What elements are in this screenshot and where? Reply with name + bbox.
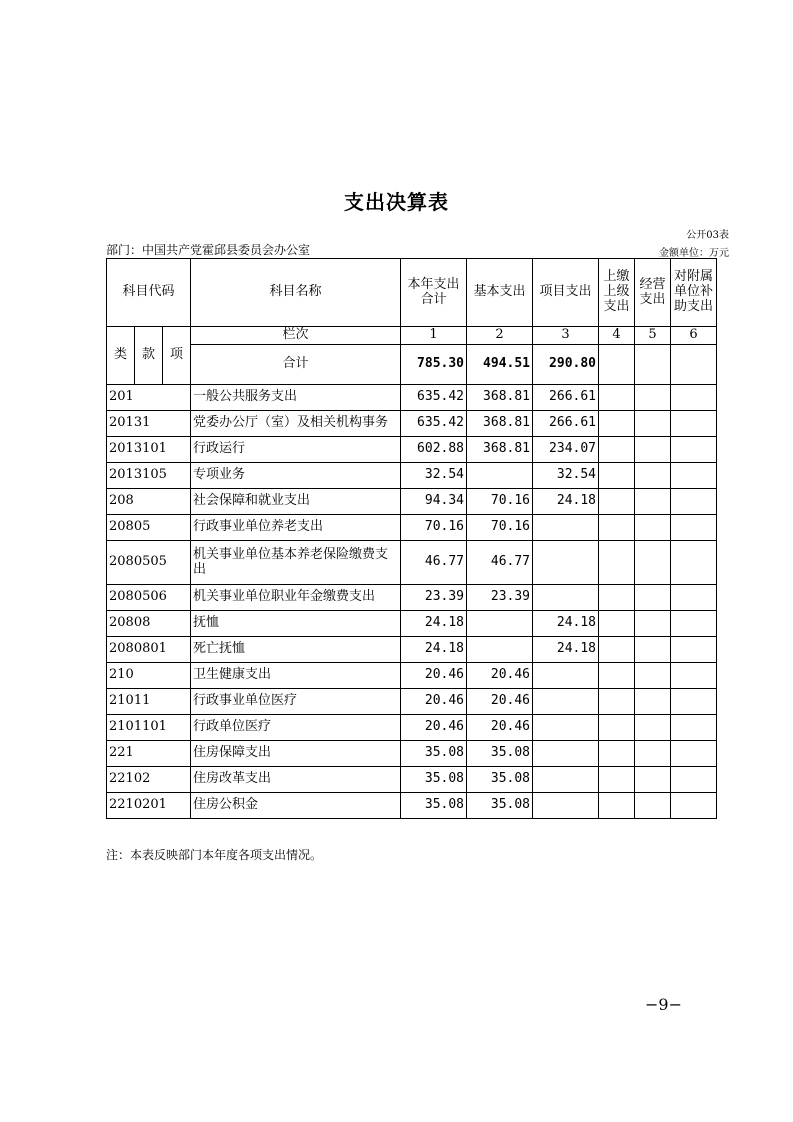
name-cell: 专项业务 <box>191 463 401 489</box>
name-cell: 住房公积金 <box>191 793 401 819</box>
table-note: 注：本表反映部门本年度各项支出情况。 <box>106 848 323 862</box>
project-cell <box>533 741 599 767</box>
project-cell <box>533 515 599 541</box>
table-row <box>107 611 717 637</box>
code-cell: 22102 <box>107 767 191 793</box>
name-cell: 社会保障和就业支出 <box>191 489 401 515</box>
business-cell <box>635 767 671 793</box>
basic-cell: 23.39 <box>467 585 533 611</box>
table-row <box>107 741 717 767</box>
subsidy-cell <box>671 611 717 637</box>
total-cell: 24.18 <box>401 637 467 663</box>
business-cell <box>635 411 671 437</box>
basic-cell: 35.08 <box>467 741 533 767</box>
business-cell <box>635 541 671 585</box>
remit-cell <box>599 637 635 663</box>
subsidy-cell <box>671 793 717 819</box>
subsidy-cell <box>671 489 717 515</box>
name-cell: 住房保障支出 <box>191 741 401 767</box>
project-cell: 24.18 <box>533 611 599 637</box>
project-cell: 24.18 <box>533 637 599 663</box>
business-cell <box>635 793 671 819</box>
col-num-6: 6 <box>671 327 717 345</box>
page-title: 支出决算表 <box>344 190 449 214</box>
remit-cell <box>599 437 635 463</box>
remit-cell <box>599 515 635 541</box>
subsidy-cell <box>671 437 717 463</box>
name-cell: 死亡抚恤 <box>191 637 401 663</box>
name-cell: 机关事业单位职业年金缴费支出 <box>191 585 401 611</box>
basic-cell: 20.46 <box>467 689 533 715</box>
form-number: 公开03表 <box>686 230 729 241</box>
name-cell: 行政单位医疗 <box>191 715 401 741</box>
table-row <box>107 515 717 541</box>
col-num-3: 3 <box>533 327 599 345</box>
total-cell: 20.46 <box>401 715 467 741</box>
header-xiang: 项 <box>163 327 191 385</box>
subsidy-cell <box>671 463 717 489</box>
basic-cell: 70.16 <box>467 489 533 515</box>
page-number: −9− <box>645 995 682 1014</box>
header-project: 项目支出 <box>533 259 599 327</box>
basic-cell: 35.08 <box>467 793 533 819</box>
basic-cell: 20.46 <box>467 663 533 689</box>
subsidy-cell <box>671 637 717 663</box>
business-cell <box>635 515 671 541</box>
business-cell <box>635 437 671 463</box>
basic-cell: 368.81 <box>467 437 533 463</box>
table-row <box>107 637 717 663</box>
remit-cell <box>599 767 635 793</box>
header-total: 本年支出合计 <box>401 259 467 327</box>
business-cell <box>635 611 671 637</box>
summary-remit <box>599 345 635 385</box>
name-cell: 行政事业单位养老支出 <box>191 515 401 541</box>
code-cell: 20805 <box>107 515 191 541</box>
code-cell: 2013105 <box>107 463 191 489</box>
subsidy-cell <box>671 741 717 767</box>
total-cell: 635.42 <box>401 385 467 411</box>
header-row <box>107 259 717 327</box>
business-cell <box>635 637 671 663</box>
basic-cell <box>467 611 533 637</box>
header-business: 经营支出 <box>635 259 671 327</box>
total-cell: 94.34 <box>401 489 467 515</box>
table-row <box>107 489 717 515</box>
remit-cell <box>599 541 635 585</box>
business-cell <box>635 715 671 741</box>
summary-total: 785.30 <box>401 345 467 385</box>
col-num-1: 1 <box>401 327 467 345</box>
table-row <box>107 689 717 715</box>
project-cell: 24.18 <box>533 489 599 515</box>
project-cell <box>533 767 599 793</box>
name-cell: 机关事业单位基本养老保险缴费支出 <box>191 541 401 585</box>
header-name: 科目名称 <box>191 259 401 327</box>
remit-cell <box>599 689 635 715</box>
amount-unit: 金额单位：万元 <box>659 248 729 259</box>
basic-cell: 35.08 <box>467 767 533 793</box>
business-cell <box>635 489 671 515</box>
data-rows <box>107 385 717 819</box>
table-row <box>107 463 717 489</box>
total-cell: 602.88 <box>401 437 467 463</box>
remit-cell <box>599 663 635 689</box>
business-cell <box>635 585 671 611</box>
total-cell: 23.39 <box>401 585 467 611</box>
code-cell: 2080801 <box>107 637 191 663</box>
code-cell: 208 <box>107 489 191 515</box>
project-cell <box>533 689 599 715</box>
remit-cell <box>599 463 635 489</box>
total-cell: 35.08 <box>401 767 467 793</box>
subsidy-cell <box>671 663 717 689</box>
name-cell: 卫生健康支出 <box>191 663 401 689</box>
header-basic: 基本支出 <box>467 259 533 327</box>
header-lei: 类 <box>107 327 135 385</box>
subsidy-cell <box>671 715 717 741</box>
code-cell: 210 <box>107 663 191 689</box>
total-cell: 635.42 <box>401 411 467 437</box>
code-cell: 2013101 <box>107 437 191 463</box>
subsidy-cell <box>671 411 717 437</box>
code-cell: 221 <box>107 741 191 767</box>
summary-project: 290.80 <box>533 345 599 385</box>
subsidy-cell <box>671 585 717 611</box>
header-code: 科目代码 <box>107 259 191 327</box>
total-cell: 20.46 <box>401 689 467 715</box>
total-cell: 35.08 <box>401 741 467 767</box>
summary-business <box>635 345 671 385</box>
project-cell: 32.54 <box>533 463 599 489</box>
summary-subsidy <box>671 345 717 385</box>
remit-cell <box>599 411 635 437</box>
business-cell <box>635 663 671 689</box>
remit-cell <box>599 611 635 637</box>
table-row <box>107 437 717 463</box>
subsidy-cell <box>671 541 717 585</box>
code-cell: 2210201 <box>107 793 191 819</box>
total-cell: 32.54 <box>401 463 467 489</box>
summary-basic: 494.51 <box>467 345 533 385</box>
header-remit: 上缴上级支出 <box>599 259 635 327</box>
code-cell: 2101101 <box>107 715 191 741</box>
project-cell: 266.61 <box>533 411 599 437</box>
header-kuan: 款 <box>135 327 163 385</box>
remit-cell <box>599 741 635 767</box>
name-cell: 党委办公厅（室）及相关机构事务 <box>191 411 401 437</box>
project-cell: 234.07 <box>533 437 599 463</box>
project-cell <box>533 793 599 819</box>
code-cell: 21011 <box>107 689 191 715</box>
header-subsidy: 对附属单位补助支出 <box>671 259 717 327</box>
code-cell: 2080506 <box>107 585 191 611</box>
summary-label: 合计 <box>191 345 401 385</box>
remit-cell <box>599 715 635 741</box>
business-cell <box>635 385 671 411</box>
table-row <box>107 793 717 819</box>
business-cell <box>635 463 671 489</box>
basic-cell: 368.81 <box>467 411 533 437</box>
column-label: 栏次 <box>191 327 401 345</box>
table-row <box>107 411 717 437</box>
table-row <box>107 715 717 741</box>
basic-cell: 368.81 <box>467 385 533 411</box>
table-row <box>107 541 717 585</box>
code-cell: 20808 <box>107 611 191 637</box>
subsidy-cell <box>671 385 717 411</box>
basic-cell <box>467 463 533 489</box>
col-num-2: 2 <box>467 327 533 345</box>
name-cell: 行政事业单位医疗 <box>191 689 401 715</box>
department-label: 部门：中国共产党霍邱县委员会办公室 <box>106 243 311 257</box>
basic-cell: 70.16 <box>467 515 533 541</box>
basic-cell: 46.77 <box>467 541 533 585</box>
table-row <box>107 385 717 411</box>
col-num-5: 5 <box>635 327 671 345</box>
table-row <box>107 585 717 611</box>
summary-row <box>107 345 717 385</box>
total-cell: 35.08 <box>401 793 467 819</box>
project-cell <box>533 663 599 689</box>
subsidy-cell <box>671 689 717 715</box>
name-cell: 行政运行 <box>191 437 401 463</box>
column-index-row <box>107 327 717 345</box>
code-cell: 201 <box>107 385 191 411</box>
project-cell <box>533 585 599 611</box>
remit-cell <box>599 793 635 819</box>
total-cell: 24.18 <box>401 611 467 637</box>
basic-cell <box>467 637 533 663</box>
total-cell: 20.46 <box>401 663 467 689</box>
name-cell: 住房改革支出 <box>191 767 401 793</box>
table-row <box>107 767 717 793</box>
remit-cell <box>599 585 635 611</box>
name-cell: 抚恤 <box>191 611 401 637</box>
business-cell <box>635 689 671 715</box>
business-cell <box>635 741 671 767</box>
col-num-4: 4 <box>599 327 635 345</box>
expenditure-table <box>106 258 717 819</box>
name-cell: 一般公共服务支出 <box>191 385 401 411</box>
project-cell: 266.61 <box>533 385 599 411</box>
subsidy-cell <box>671 767 717 793</box>
project-cell <box>533 715 599 741</box>
project-cell <box>533 541 599 585</box>
remit-cell <box>599 489 635 515</box>
code-cell: 2080505 <box>107 541 191 585</box>
remit-cell <box>599 385 635 411</box>
table-row <box>107 663 717 689</box>
subsidy-cell <box>671 515 717 541</box>
basic-cell: 20.46 <box>467 715 533 741</box>
total-cell: 70.16 <box>401 515 467 541</box>
code-cell: 20131 <box>107 411 191 437</box>
total-cell: 46.77 <box>401 541 467 585</box>
